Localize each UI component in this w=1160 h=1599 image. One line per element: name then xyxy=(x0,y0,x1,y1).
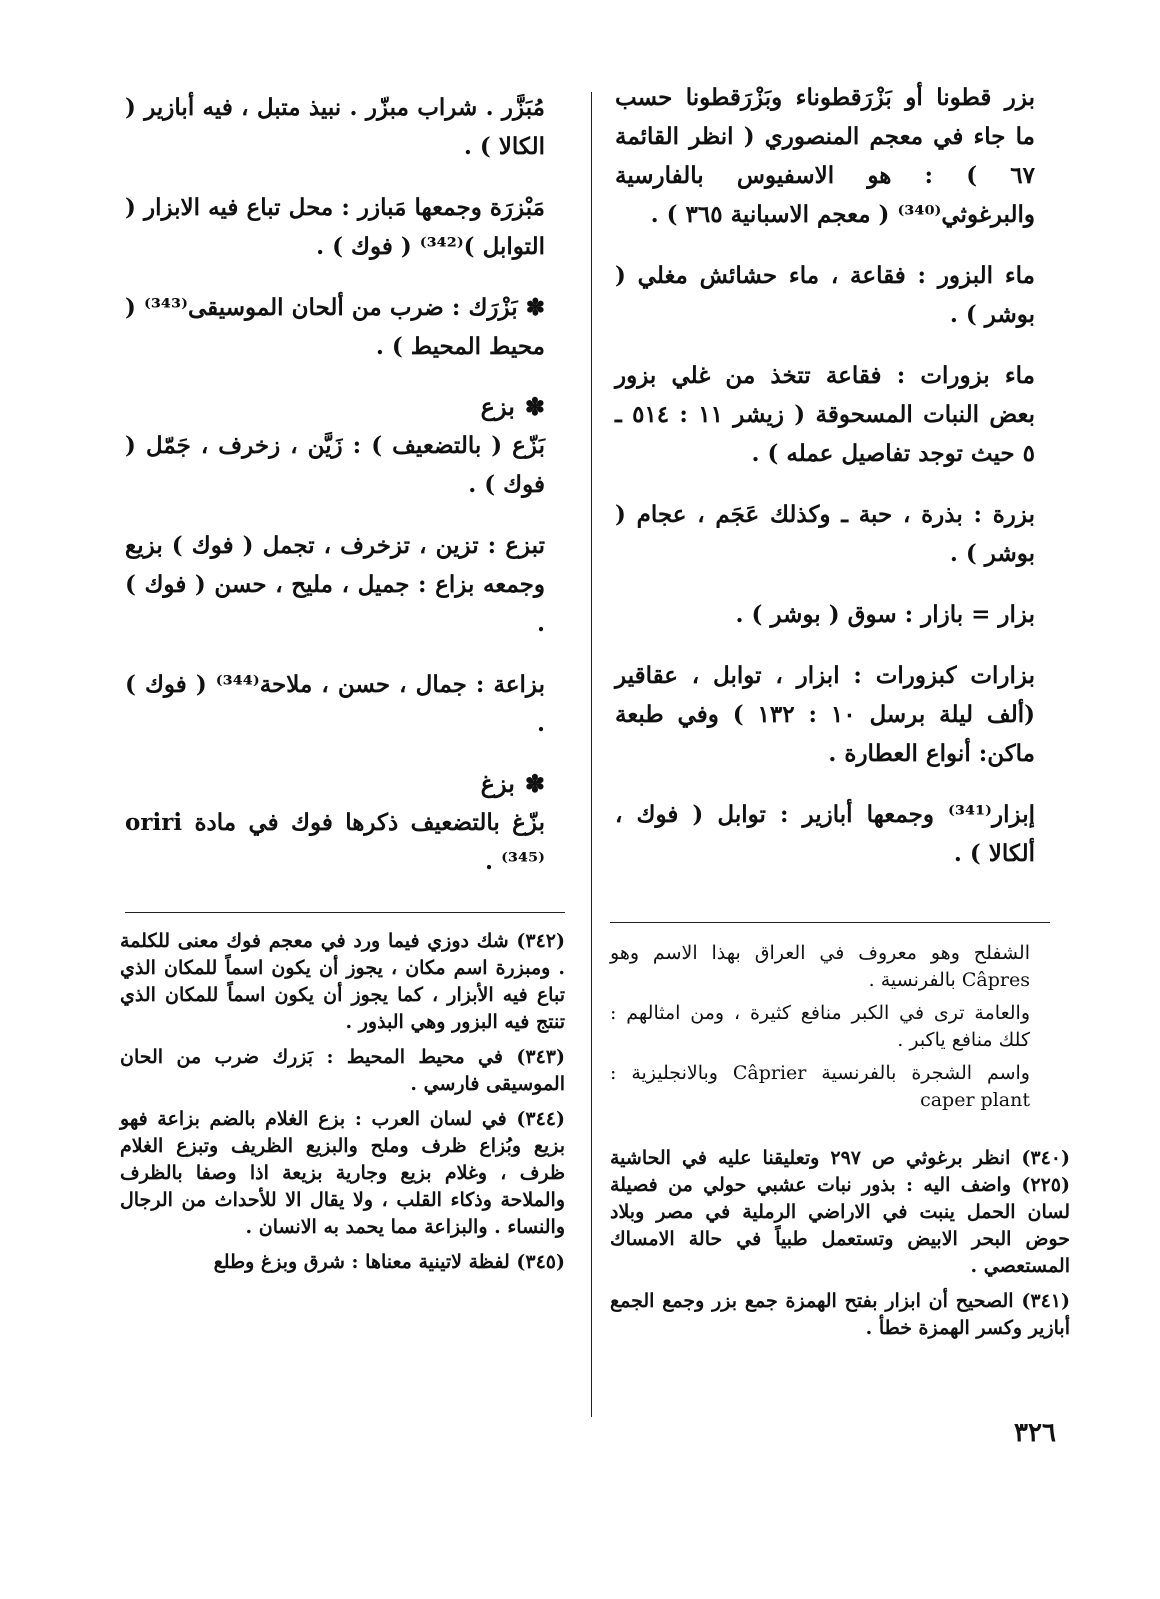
footnote-continuation xyxy=(610,940,1030,1120)
continuation-line: والعامة ترى في الكبر منافع كثيرة ، ومن امثالهم : كلك منافع ياكبر . xyxy=(610,1002,1030,1051)
entry-tabazza: تبزع : تزين ، تزخرف ، تجمل ( فوك ) بزيع وجمعه بزاع : جميل ، مليح ، حسن ( فوك ) . xyxy=(125,532,545,637)
column-divider xyxy=(591,92,592,1417)
root-heading-bza: ✽بزع xyxy=(480,392,545,421)
asterisk-icon: ✽ xyxy=(524,392,545,421)
footnote-divider-left xyxy=(125,912,565,913)
footnote-344: (٣٤٤) في لسان العرب : بزع الغلام بالضم بزاعة فهو بزيع وبُزاع ظرف وملح والبزيع الظريف وتبزع الغلام ظرف ، وغلام بزيع وجارية بزيعة اذا وصفا بالظرف والملاحة وذكاء القلب ، ولا يقال الا للأحداث من الرجال والنساء . والبزاعة مما يحمد به الانسان . xyxy=(120,1108,565,1238)
page-number: ٣٢٦ xyxy=(1014,1418,1056,1448)
footnote-343: (٣٤٣) في محيط المحيط : بَزرك ضرب من الحان الموسيقى فارسي . xyxy=(120,1046,565,1095)
footnote-345: (٣٤٥) لفظة لاتينية معناها : شرق وبزغ وطلع xyxy=(213,1251,565,1273)
footnote-divider-right xyxy=(610,922,1050,923)
entry-mubazzar: مُبَزَّر . شراب مبزّر . نبيذ متبل ، فيه أبازير ( الكالا ) . xyxy=(125,94,545,160)
left-column xyxy=(125,88,545,903)
footnote-340: (٣٤٠) انظر برغوثي ص ٢٩٧ وتعليقنا عليه في الحاشية (٢٢٥) واضف اليه : بذور نبات عشبي حولي من فصيلة لسان الحمل ينبت في الاراضي الرملية في مصر وبلاد حوض البحر الابيض وتستعمل طبياً في حالة الامساك المستعصي . xyxy=(610,1147,1070,1277)
entry-bazzagha: بزّغ بالتضعيف ذكرها فوك في مادة oriri ⁽³⁴⁵⁾ . xyxy=(125,809,545,875)
continuation-line: واسم الشجرة بالفرنسية Câprier وبالانجليزية : caper plant xyxy=(610,1062,1030,1111)
entry-bazrak: ✽ بَزْرَك : ضرب من ألحان الموسيقى⁽³⁴³⁾ ( محيط المحيط ) . xyxy=(125,294,545,360)
footnote-341: (٣٤١) الصحيح أن ابزار بفتح الهمزة جمع بزر وجمع الجمع أبازير وكسر الهمزة خطأ . xyxy=(610,1290,1070,1339)
footnotes-right xyxy=(610,1145,1070,1350)
entry-bizarat: بزارات كبزورات : ابزار ، توابل ، عقاقير (ألف ليلة برسل ١٠ : ١٣٢ ) وفي طبعة ماكن: أنواع العطارة . xyxy=(615,662,1035,767)
entry-bazza: بَزّع ( بالتضعيف ) : زَيَّن ، زخرف ، جَمّل ( فوك ) . xyxy=(125,432,545,498)
continuation-line: الشفلح وهو معروف في العراق بهذا الاسم وهو Câpres بالفرنسية . xyxy=(610,942,1030,991)
entry-maa-al-buzur: ماء البزور : فقاعة ، ماء حشائش مغلي ( بوشر ) . xyxy=(615,262,1035,328)
root-heading-bzgh: ✽بزغ xyxy=(480,769,545,798)
entry-mabzara: مَبْزرَة وجمعها مَبازر : محل تباع فيه الابزار ( التوابل )⁽³⁴²⁾ ( فوك ) . xyxy=(125,194,545,260)
entry-ibzar: إبزار⁽³⁴¹⁾ وجمعها أبازير : توابل ( فوك ، ألكالا ) . xyxy=(615,801,1035,867)
footnotes-left xyxy=(120,928,565,1284)
entry-maa-buzurat: ماء بزورات : فقاعة تتخذ من غلي بزور بعض النبات المسحوقة ( زيشر ١١ : ٥١٤ ـ ٥ حيث توجد تفاصيل عمله ) . xyxy=(615,362,1035,467)
entry-bizar: بزار = بازار : سوق ( بوشر ) . xyxy=(735,601,1035,628)
entry-bazaa: بزاعة : جمال ، حسن ، ملاحة⁽³⁴⁴⁾ ( فوك ) . xyxy=(125,671,545,737)
entry-bizr-qatuna: بزر قطونا أو بَزْرَقطوناء وبَزْرَقطونا حسب ما جاء في معجم المنصوري ( انظر القائمة ٦٧ ) : هو الاسفيوس بالفارسية والبرغوثي⁽³⁴⁰⁾ ( معجم الاسبانية ٣٦٥ ) . xyxy=(615,84,1035,228)
footnote-342: (٣٤٢) شك دوزي فيما ورد في معجم فوك معنى للكلمة . ومبزرة اسم مكان ، يجوز أن يكون اسماً للمكان الذي تباع فيه الأبزار ، كما يجوز أن يكون اسماً للمكان الذي تنتج فيه البزور وهي البذور . xyxy=(120,930,565,1033)
entry-bizra: بزرة : بذرة ، حبة ـ وكذلك عَجَم ، عجام ( بوشر ) . xyxy=(615,501,1035,567)
asterisk-icon: ✽ xyxy=(524,769,545,798)
right-column xyxy=(615,78,1035,895)
